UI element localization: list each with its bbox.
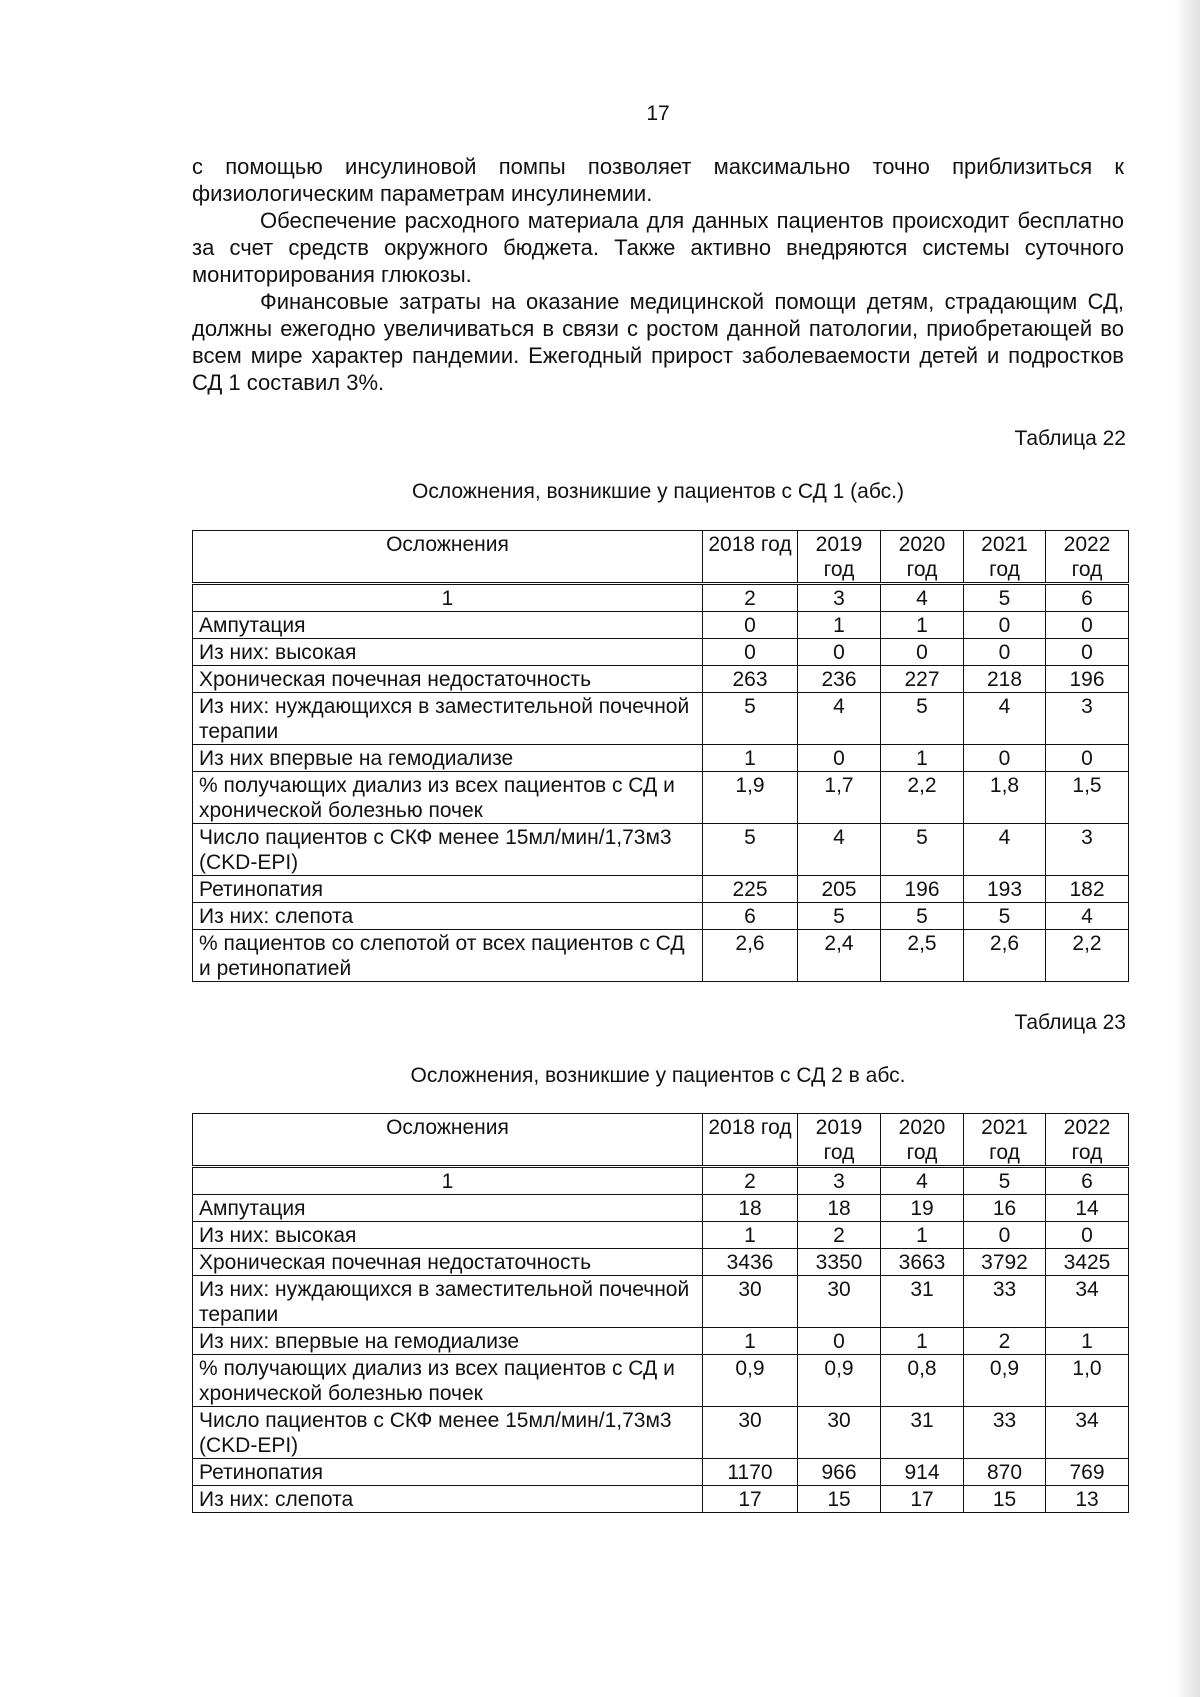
value-cell: 4 bbox=[881, 1167, 964, 1195]
row-label-cell: Число пациентов с СКФ менее 15мл/мин/1,73м3 (CKD-EPI) bbox=[193, 824, 703, 876]
value-cell: 16 bbox=[964, 1195, 1046, 1222]
row-label-cell: Хроническая почечная недостаточность bbox=[193, 666, 703, 693]
row-label-cell: % пациентов со слепотой от всех пациентов с СД и ретинопатией bbox=[193, 930, 703, 982]
value-cell: 2,5 bbox=[881, 930, 964, 982]
value-cell: 19 bbox=[881, 1195, 964, 1222]
table-header-row bbox=[193, 1114, 1129, 1167]
value-cell: 2,6 bbox=[703, 930, 798, 982]
value-cell: 4 bbox=[964, 824, 1046, 876]
value-cell: 31 bbox=[881, 1407, 964, 1459]
table-row bbox=[193, 584, 1129, 612]
value-cell: 5 bbox=[798, 903, 881, 930]
value-cell: 1 bbox=[703, 745, 798, 772]
value-cell: 3436 bbox=[703, 1249, 798, 1276]
value-cell: 263 bbox=[703, 666, 798, 693]
value-cell: 769 bbox=[1046, 1459, 1129, 1486]
table-row bbox=[193, 1167, 1129, 1195]
value-cell: 1,0 bbox=[1046, 1355, 1129, 1407]
row-label-cell: Число пациентов с СКФ менее 15мл/мин/1,73м3 (CKD-EPI) bbox=[193, 1407, 703, 1459]
row-label-cell: 1 bbox=[193, 584, 703, 612]
table-23 bbox=[192, 1113, 1129, 1513]
value-cell: 0 bbox=[703, 612, 798, 639]
value-cell: 2 bbox=[703, 1167, 798, 1195]
value-cell: 3350 bbox=[798, 1249, 881, 1276]
value-cell: 0 bbox=[1046, 1222, 1129, 1249]
table-22 bbox=[192, 530, 1129, 982]
value-cell: 0 bbox=[1046, 612, 1129, 639]
value-cell: 17 bbox=[881, 1486, 964, 1513]
value-cell: 18 bbox=[703, 1195, 798, 1222]
row-label-cell: Хроническая почечная недостаточность bbox=[193, 1249, 703, 1276]
value-cell: 2,4 bbox=[798, 930, 881, 982]
value-cell: 236 bbox=[798, 666, 881, 693]
table-row bbox=[193, 930, 1129, 982]
table-row bbox=[193, 639, 1129, 666]
value-cell: 4 bbox=[798, 693, 881, 745]
row-label-cell: Ампутация bbox=[193, 612, 703, 639]
value-cell: 30 bbox=[703, 1407, 798, 1459]
paragraph: Финансовые затраты на оказание медицинской помощи детям, страдающим СД, должны ежегодно увеличиваться в связи с ростом данной патологии, приобретающей во всем мире характер пандемии. Ежегодный прирост заболеваемости детей и подростков СД 1 составил 3%. bbox=[192, 289, 1124, 395]
value-cell: 34 bbox=[1046, 1276, 1129, 1328]
row-label-cell: Ампутация bbox=[193, 1195, 703, 1222]
value-cell: 218 bbox=[964, 666, 1046, 693]
value-cell: 2021 год bbox=[964, 1114, 1046, 1167]
value-cell: 3792 bbox=[964, 1249, 1046, 1276]
value-cell: 0 bbox=[798, 639, 881, 666]
page-number: 17 bbox=[646, 102, 670, 125]
value-cell: 5 bbox=[881, 903, 964, 930]
value-cell: 0 bbox=[703, 639, 798, 666]
value-cell: 196 bbox=[881, 876, 964, 903]
value-cell: 2,2 bbox=[881, 772, 964, 824]
row-label-cell: Из них: нуждающихся в заместительной почечной терапии bbox=[193, 1276, 703, 1328]
value-cell: 0 bbox=[881, 639, 964, 666]
value-cell: 2 bbox=[964, 1328, 1046, 1355]
row-label-cell: 1 bbox=[193, 1167, 703, 1195]
value-cell: 2022 год bbox=[1046, 1114, 1129, 1167]
value-cell: 1,5 bbox=[1046, 772, 1129, 824]
value-cell: 225 bbox=[703, 876, 798, 903]
value-cell: 2,2 bbox=[1046, 930, 1129, 982]
value-cell: 2018 год bbox=[703, 1114, 798, 1167]
value-cell: 5 bbox=[703, 824, 798, 876]
value-cell: 1 bbox=[881, 745, 964, 772]
value-cell: 182 bbox=[1046, 876, 1129, 903]
value-cell: 193 bbox=[964, 876, 1046, 903]
value-cell: 1 bbox=[881, 1222, 964, 1249]
table-22-caption: Осложнения, возникшие у пациентов с СД 1 (абс.) bbox=[412, 480, 904, 503]
row-label-cell: Из них: слепота bbox=[193, 1486, 703, 1513]
table-row bbox=[193, 1459, 1129, 1486]
value-cell: 2021 год bbox=[964, 531, 1046, 584]
value-cell: 6 bbox=[1046, 1167, 1129, 1195]
table-row bbox=[193, 1276, 1129, 1328]
row-label-cell: Из них: высокая bbox=[193, 639, 703, 666]
value-cell: 3 bbox=[1046, 693, 1129, 745]
row-label-cell: Из них: впервые на гемодиализе bbox=[193, 1328, 703, 1355]
table-row bbox=[193, 1407, 1129, 1459]
value-cell: 227 bbox=[881, 666, 964, 693]
value-cell: 31 bbox=[881, 1276, 964, 1328]
table-row bbox=[193, 876, 1129, 903]
value-cell: 0 bbox=[798, 745, 881, 772]
value-cell: 0 bbox=[1046, 745, 1129, 772]
table-row bbox=[193, 1222, 1129, 1249]
row-label-cell: Из них: высокая bbox=[193, 1222, 703, 1249]
value-cell: 2,6 bbox=[964, 930, 1046, 982]
value-cell: 966 bbox=[798, 1459, 881, 1486]
value-cell: 33 bbox=[964, 1407, 1046, 1459]
value-cell: 34 bbox=[1046, 1407, 1129, 1459]
table-row bbox=[193, 666, 1129, 693]
value-cell: 4 bbox=[964, 693, 1046, 745]
value-cell: 15 bbox=[798, 1486, 881, 1513]
value-cell: 30 bbox=[703, 1276, 798, 1328]
row-label-cell: Осложнения bbox=[193, 1114, 703, 1167]
value-cell: 0 bbox=[964, 612, 1046, 639]
table-23-caption: Осложнения, возникшие у пациентов с СД 2 в абс. bbox=[410, 1064, 906, 1087]
value-cell: 0,9 bbox=[798, 1355, 881, 1407]
row-label-cell: Осложнения bbox=[193, 531, 703, 584]
body-text bbox=[192, 153, 1124, 396]
value-cell: 4 bbox=[1046, 903, 1129, 930]
value-cell: 5 bbox=[703, 693, 798, 745]
value-cell: 18 bbox=[798, 1195, 881, 1222]
table-row bbox=[193, 1355, 1129, 1407]
value-cell: 205 bbox=[798, 876, 881, 903]
value-cell: 2018 год bbox=[703, 531, 798, 584]
value-cell: 15 bbox=[964, 1486, 1046, 1513]
value-cell: 30 bbox=[798, 1276, 881, 1328]
value-cell: 2020 год bbox=[881, 1114, 964, 1167]
value-cell: 2020 год bbox=[881, 531, 964, 584]
value-cell: 870 bbox=[964, 1459, 1046, 1486]
value-cell: 5 bbox=[964, 1167, 1046, 1195]
row-label-cell: Из них впервые на гемодиализе bbox=[193, 745, 703, 772]
value-cell: 6 bbox=[703, 903, 798, 930]
value-cell: 5 bbox=[964, 903, 1046, 930]
value-cell: 4 bbox=[881, 584, 964, 612]
value-cell: 1,9 bbox=[703, 772, 798, 824]
value-cell: 3425 bbox=[1046, 1249, 1129, 1276]
value-cell: 6 bbox=[1046, 584, 1129, 612]
table-row bbox=[193, 612, 1129, 639]
table-23-label: Таблица 23 bbox=[1014, 1011, 1126, 1034]
value-cell: 4 bbox=[798, 824, 881, 876]
value-cell: 1 bbox=[798, 612, 881, 639]
row-label-cell: Ретинопатия bbox=[193, 876, 703, 903]
value-cell: 1170 bbox=[703, 1459, 798, 1486]
value-cell: 0 bbox=[964, 639, 1046, 666]
value-cell: 2 bbox=[798, 1222, 881, 1249]
value-cell: 1 bbox=[881, 1328, 964, 1355]
value-cell: 13 bbox=[1046, 1486, 1129, 1513]
value-cell: 1 bbox=[703, 1222, 798, 1249]
value-cell: 14 bbox=[1046, 1195, 1129, 1222]
row-label-cell: Ретинопатия bbox=[193, 1459, 703, 1486]
table-22-label: Таблица 22 bbox=[1014, 427, 1126, 450]
row-label-cell: % получающих диализ из всех пациентов с СД и хронической болезнью почек bbox=[193, 1355, 703, 1407]
table-header-row bbox=[193, 531, 1129, 584]
value-cell: 196 bbox=[1046, 666, 1129, 693]
table-row bbox=[193, 903, 1129, 930]
value-cell: 2022 год bbox=[1046, 531, 1129, 584]
value-cell: 0 bbox=[1046, 639, 1129, 666]
value-cell: 3 bbox=[798, 1167, 881, 1195]
value-cell: 2019 год bbox=[798, 1114, 881, 1167]
value-cell: 1 bbox=[881, 612, 964, 639]
value-cell: 1,8 bbox=[964, 772, 1046, 824]
value-cell: 0 bbox=[798, 1328, 881, 1355]
table-row bbox=[193, 824, 1129, 876]
table-row bbox=[193, 772, 1129, 824]
value-cell: 1,7 bbox=[798, 772, 881, 824]
table-row bbox=[193, 1486, 1129, 1513]
row-label-cell: % получающих диализ из всех пациентов с СД и хронической болезнью почек bbox=[193, 772, 703, 824]
value-cell: 3 bbox=[798, 584, 881, 612]
table-row bbox=[193, 1328, 1129, 1355]
value-cell: 5 bbox=[964, 584, 1046, 612]
value-cell: 914 bbox=[881, 1459, 964, 1486]
value-cell: 33 bbox=[964, 1276, 1046, 1328]
paragraph: Обеспечение расходного материала для данных пациентов происходит бесплатно за счет средств окружного бюджета. Также активно внедряются системы суточного мониторирования глюкозы. bbox=[192, 208, 1124, 287]
table-row bbox=[193, 1249, 1129, 1276]
value-cell: 0 bbox=[964, 1222, 1046, 1249]
value-cell: 17 bbox=[703, 1486, 798, 1513]
value-cell: 0,9 bbox=[703, 1355, 798, 1407]
value-cell: 1 bbox=[703, 1328, 798, 1355]
table-row bbox=[193, 693, 1129, 745]
row-label-cell: Из них: нуждающихся в заместительной почечной терапии bbox=[193, 693, 703, 745]
value-cell: 2019 год bbox=[798, 531, 881, 584]
scan-edge-shadow bbox=[1174, 0, 1200, 1697]
paragraph: с помощью инсулиновой помпы позволяет максимально точно приблизиться к физиологическим параметрам инсулинемии. bbox=[192, 154, 1124, 206]
value-cell: 1 bbox=[1046, 1328, 1129, 1355]
value-cell: 0,9 bbox=[964, 1355, 1046, 1407]
row-label-cell: Из них: слепота bbox=[193, 903, 703, 930]
value-cell: 5 bbox=[881, 824, 964, 876]
value-cell: 3663 bbox=[881, 1249, 964, 1276]
value-cell: 2 bbox=[703, 584, 798, 612]
table-row bbox=[193, 1195, 1129, 1222]
value-cell: 0,8 bbox=[881, 1355, 964, 1407]
value-cell: 30 bbox=[798, 1407, 881, 1459]
value-cell: 0 bbox=[964, 745, 1046, 772]
value-cell: 5 bbox=[881, 693, 964, 745]
table-row bbox=[193, 745, 1129, 772]
value-cell: 3 bbox=[1046, 824, 1129, 876]
